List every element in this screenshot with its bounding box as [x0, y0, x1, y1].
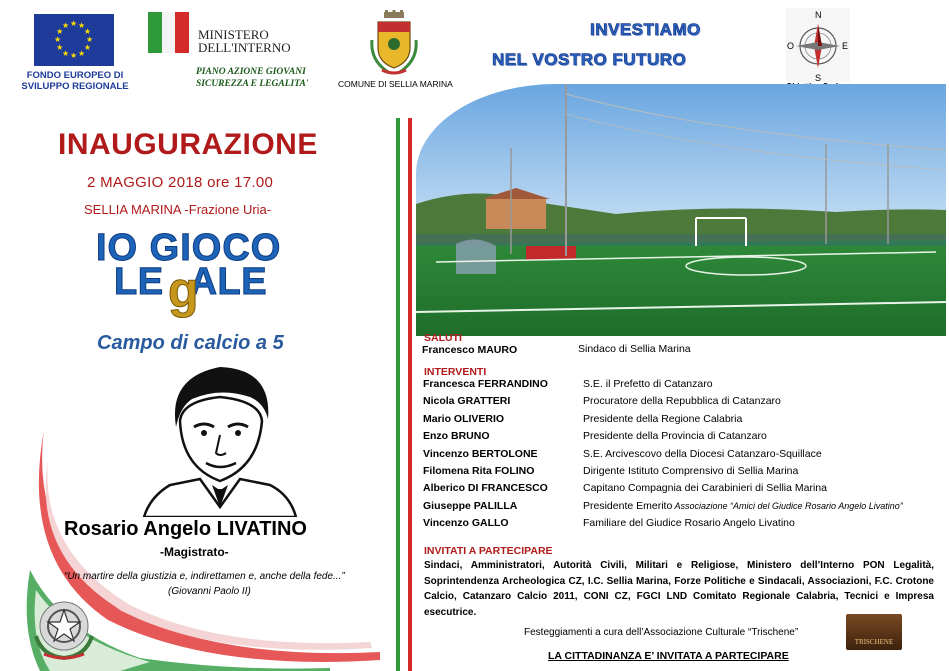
livatino-portrait [140, 357, 300, 517]
compass-rose-icon [786, 8, 850, 82]
legale-logo-part-a: LE [114, 261, 164, 303]
event-place: SELLIA MARINA -Frazione Uria- [84, 202, 272, 217]
ministry-title [198, 28, 328, 54]
inaugurazione-title: INAUGURAZIONE [58, 128, 318, 161]
investiamo-line-1: INVESTIAMO [590, 20, 701, 39]
eu-star-icon: ★ [83, 27, 92, 36]
saluti-heading: SALUTI [424, 332, 462, 344]
io-gioco-logo-line-1: IO GIOCO [96, 227, 282, 269]
legale-logo-gold-g: g [168, 262, 199, 318]
event-date: 2 MAGGIO 2018 ore 17.00 [87, 174, 274, 191]
trischene-logo-text: TRISCHENE [854, 638, 894, 646]
interventi-row [423, 448, 947, 465]
speaker-name: Nicola GRATTERI [423, 395, 511, 408]
investiamo-line-2: NEL VOSTRO FUTURO [492, 50, 687, 69]
compass-e-letter: E [842, 41, 849, 51]
speaker-name: Filomena Rita FOLINO [423, 464, 535, 477]
person-role: -Magistrato- [160, 545, 229, 559]
speaker-role: Familiare del Giudice Rosario Angelo Livatino [583, 517, 795, 530]
compass-s-letter: S [815, 73, 822, 82]
speaker-name: Francesca FERRANDINO [423, 378, 548, 390]
speaker-role: S.E. il Prefetto di Catanzaro [583, 378, 713, 390]
eu-star-icon: ★ [83, 43, 92, 52]
speaker-name: Alberico DI FRANCESCO [423, 482, 548, 495]
person-name: Rosario Angelo LIVATINO [64, 518, 307, 540]
interventi-row [423, 482, 947, 499]
speaker-role [583, 500, 903, 512]
saluti-name: Francesco MAURO [422, 344, 518, 356]
red-vertical-stripe [408, 118, 412, 671]
invitati-list: Sindaci, Amministratori, Autorità Civili, Militari e Religiose, Ministero dell’Interno PON Legalità, Soprintendenza Archeologica CZ, I.C. Sellia Marina, Forze Politiche e Sindacali, Associazioni, F.C. Crotone Calcio, Catanzaro Calcio 2011, CONI CZ, FGCI LND Comitato Regionale Calabria, Tecnici e Impresa esecutrice. [424, 560, 934, 618]
quote-author: (Giovanni Paolo II) [168, 586, 251, 597]
speaker-role: Capitano Compagnia dei Carabinieri di Sellia Marina [583, 482, 827, 495]
eu-star-icon: ★ [78, 48, 86, 58]
speaker-role: S.E. Arcivescovo della Diocesi Catanzaro-Squillace [583, 447, 822, 460]
speaker-name: Vincenzo GALLO [423, 517, 509, 530]
eu-text-line-2: SVILUPPO REGIONALE [21, 81, 129, 92]
speaker-role: Procuratore della Repubblica di Catanzaro [583, 395, 781, 408]
speaker-name: Vincenzo BERTOLONE [423, 447, 538, 460]
comune-label: COMUNE DI SELLIA MARINA [338, 79, 453, 89]
speaker-role: Presidente della Regione Calabria [583, 412, 743, 425]
eu-star-icon: ★ [56, 27, 64, 36]
cittadinanza-invitation: LA CITTADINANZA E’ INVITATA A PARTECIPARE [548, 650, 789, 662]
comune-coat-of-arms [368, 10, 420, 76]
interventi-row [423, 413, 947, 430]
speaker-name: Giuseppe PALILLA [423, 499, 518, 512]
eu-text-line-1: FONDO EUROPEO DI [26, 70, 124, 81]
compass-o-letter: O [787, 41, 795, 51]
eu-star-icon: ★ [70, 19, 78, 28]
interventi-heading: INTERVENTI [424, 366, 487, 378]
interventi-list [423, 378, 947, 535]
interventi-row [423, 378, 947, 395]
speaker-name: Mario OLIVERIO [423, 412, 505, 425]
eu-star-icon: ★ [78, 21, 86, 31]
ministry-title-line-1: MINISTERO [198, 27, 269, 42]
eu-fund-label [8, 70, 142, 92]
speaker-name: Enzo BRUNO [423, 430, 490, 443]
interventi-row [423, 395, 947, 412]
eu-star-icon: ★ [54, 35, 62, 44]
italian-flag-logo [148, 12, 189, 53]
ministry-sub-line-1: PIANO AZIONE GIOVANI [196, 67, 306, 77]
campo-subtitle: Campo di calcio a 5 [97, 332, 284, 354]
eu-star-icon: ★ [62, 48, 70, 58]
ministry-sub-line-2: SICUREZZA E LEGALITA' [196, 79, 309, 89]
invitati-heading: INVITATI A PARTECIPARE [424, 545, 553, 557]
eu-flag-logo [34, 14, 114, 66]
eu-star-icon: ★ [62, 21, 70, 31]
green-vertical-stripe [396, 118, 400, 671]
ministry-subtitle [196, 66, 336, 90]
interventi-row [423, 465, 947, 482]
saluti-role: Sindaco di Sellia Marina [578, 343, 691, 355]
festeggiamenti-text: Festeggiamenti a cura dell’Associazione Culturale “Trischene” [524, 627, 799, 638]
interventi-row [423, 500, 947, 517]
speaker-role: Dirigente Istituto Comprensivo di Sellia Marina [583, 464, 799, 477]
italian-republic-emblem [28, 592, 100, 664]
ministry-title-line-2: DELL'INTERNO [198, 40, 291, 55]
interventi-row [423, 430, 947, 447]
eu-star-icon: ★ [56, 43, 64, 52]
speaker-role-main: Presidente Emerito [583, 499, 673, 512]
eu-star-icon: ★ [86, 35, 94, 44]
speaker-role: Presidente della Provincia di Catanzaro [583, 430, 767, 443]
interventi-row [423, 517, 947, 534]
football-pitch-photo [416, 84, 946, 336]
speaker-role-association: Associazione “Amici del Giudice Rosario Angelo Livatino” [672, 500, 903, 511]
eu-star-icon: ★ [70, 51, 78, 60]
compass-n-letter: N [815, 10, 822, 20]
papal-quote: “Un martire della giustizia e, indirettamen e, anche della fede...” [64, 571, 345, 582]
legale-logo-part-b: ALE [189, 261, 268, 303]
